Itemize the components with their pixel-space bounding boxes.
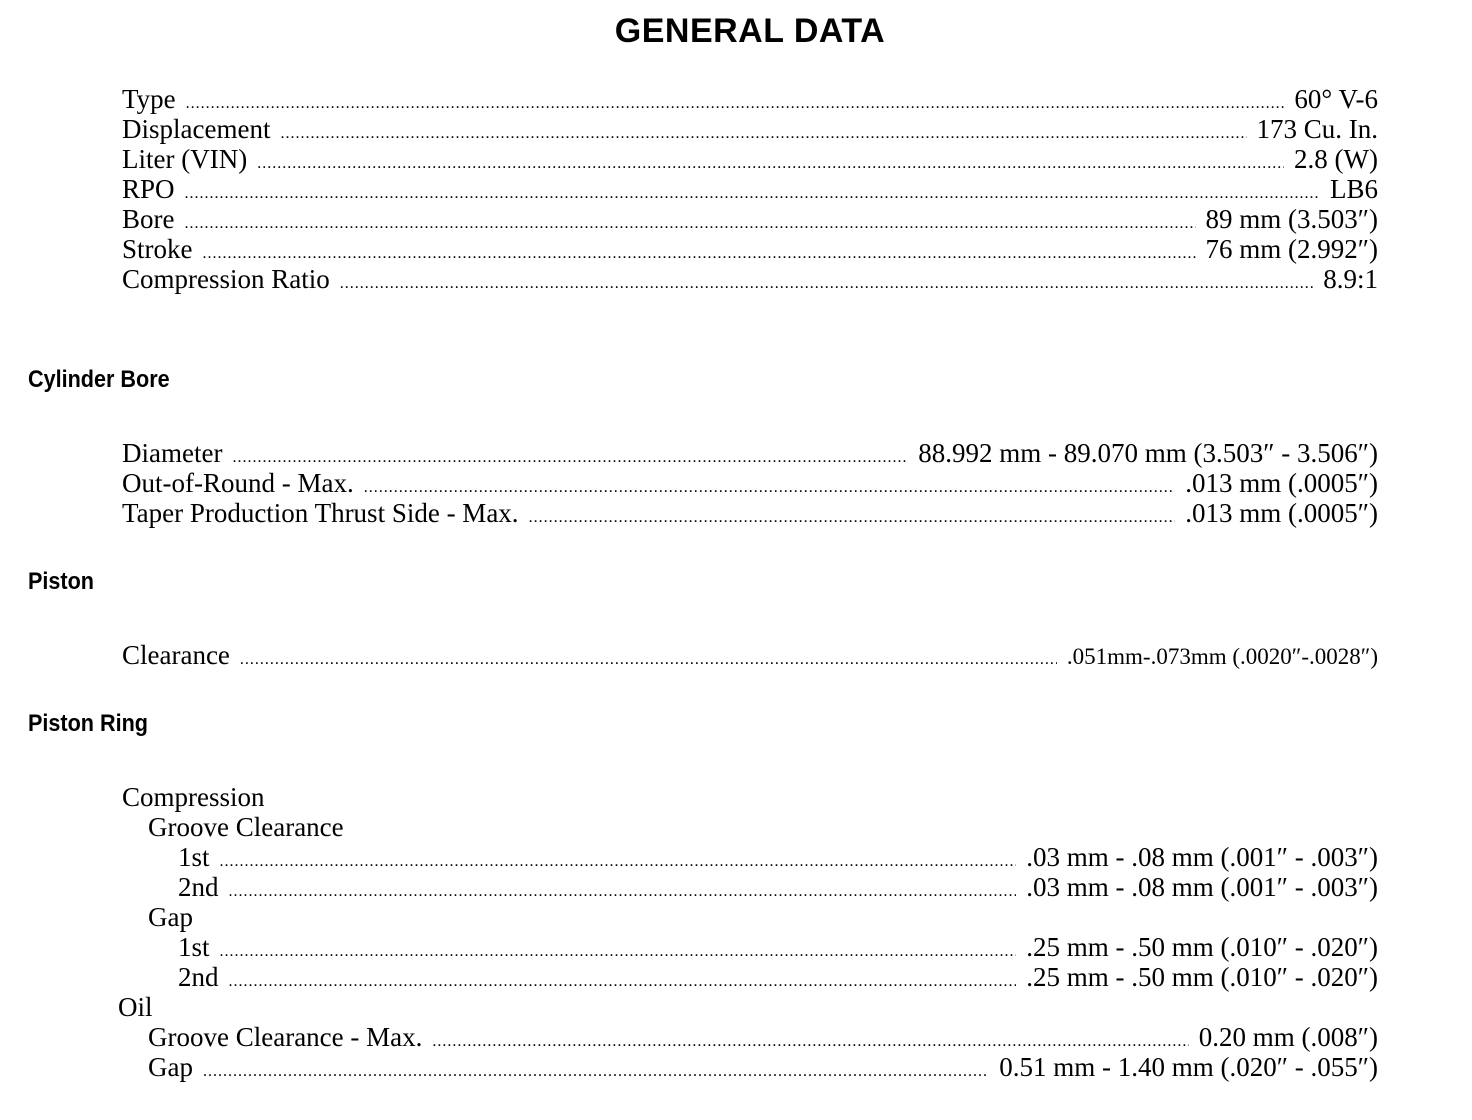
spec-label: Gap: [148, 1052, 193, 1082]
piston-ring-specs: [118, 782, 1378, 1082]
spec-value: LB6: [1329, 174, 1378, 204]
spec-value: .03 mm - .08 mm (.001″ - .003″): [1026, 842, 1378, 872]
dot-leader: [340, 269, 1313, 299]
spec-value: .03 mm - .08 mm (.001″ - .003″): [1026, 872, 1378, 902]
spec-row-oil-groove-clearance: [122, 1022, 1378, 1052]
spec-row-taper: [122, 498, 1378, 528]
spec-value: 0.20 mm (.008″): [1198, 1022, 1378, 1052]
spec-value: .25 mm - .50 mm (.010″ - .020″): [1026, 932, 1378, 962]
spec-value: 2.8 (W): [1294, 144, 1378, 174]
dot-leader: [257, 149, 1284, 179]
spec-label: Groove Clearance: [148, 812, 344, 842]
spec-row-groove-1st: [122, 842, 1378, 872]
spec-value: 76 mm (2.992″): [1205, 234, 1378, 264]
section-heading-piston-ring: Piston Ring: [28, 710, 148, 737]
spec-value: 173 Cu. In.: [1256, 114, 1378, 144]
page-title: GENERAL DATA: [614, 12, 886, 50]
spec-value: 89 mm (3.503″): [1205, 204, 1378, 234]
spec-label: 2nd: [178, 872, 219, 902]
spec-label: 1st: [178, 842, 210, 872]
spec-row-stroke: [122, 234, 1378, 264]
dot-leader: [220, 847, 1017, 877]
dot-leader: [184, 209, 1195, 239]
spec-label: 1st: [178, 932, 210, 962]
spec-row-liter: [122, 144, 1378, 174]
piston-specs: [122, 640, 1378, 670]
cylinder-bore-specs: [122, 438, 1378, 528]
dot-leader: [229, 877, 1017, 907]
spec-row-gap-1st: [122, 932, 1378, 962]
spec-label: Clearance: [122, 640, 230, 670]
subheading-groove-clearance: [122, 812, 1378, 842]
subheading-compression: [122, 782, 1378, 812]
spec-value: .051mm-.073mm (.0020″-.0028″): [1066, 644, 1378, 669]
spec-row-oil-gap: [122, 1052, 1378, 1082]
dot-leader: [186, 89, 1285, 119]
dot-leader: [203, 239, 1196, 269]
spec-label: Type: [122, 84, 176, 114]
dot-leader: [203, 1057, 989, 1087]
spec-value: 88.992 mm - 89.070 mm (3.503″ - 3.506″): [918, 438, 1378, 468]
dot-leader: [529, 503, 1176, 533]
spec-label: Compression: [122, 782, 265, 812]
spec-label: Gap: [148, 902, 193, 932]
spec-value: .013 mm (.0005″): [1185, 468, 1378, 498]
spec-row-displacement: [122, 114, 1378, 144]
spec-value: .013 mm (.0005″): [1185, 498, 1378, 528]
spec-row-type: [122, 84, 1378, 114]
spec-label: Liter (VIN): [122, 144, 248, 174]
spec-label: Taper Production Thrust Side - Max.: [122, 498, 519, 528]
dot-leader: [220, 937, 1017, 967]
dot-leader: [229, 967, 1017, 997]
dot-leader: [280, 119, 1246, 149]
spec-row-out-of-round: [122, 468, 1378, 498]
dot-leader: [240, 645, 1057, 675]
spec-label: RPO: [122, 174, 175, 204]
spec-value: .25 mm - .50 mm (.010″ - .020″): [1026, 962, 1378, 992]
spec-row-bore: [122, 204, 1378, 234]
spec-row-gap-2nd: [122, 962, 1378, 992]
spec-label: Groove Clearance - Max.: [148, 1022, 423, 1052]
spec-value: 8.9:1: [1323, 264, 1378, 294]
spec-label: Diameter: [122, 438, 223, 468]
section-heading-cylinder-bore: Cylinder Bore: [28, 366, 170, 393]
spec-row-compression-ratio: [122, 264, 1378, 294]
spec-row-clearance: [122, 640, 1378, 670]
spec-label: Compression Ratio: [122, 264, 330, 294]
spec-row-rpo: [122, 174, 1378, 204]
general-specs: [122, 84, 1378, 294]
spec-label: Bore: [122, 204, 175, 234]
spec-value: 0.51 mm - 1.40 mm (.020″ - .055″): [999, 1052, 1378, 1082]
spec-label: Out-of-Round - Max.: [122, 468, 354, 498]
spec-row-groove-2nd: [122, 872, 1378, 902]
spec-label: Displacement: [122, 114, 271, 144]
spec-label: Oil: [118, 992, 153, 1022]
spec-label: Stroke: [122, 234, 193, 264]
spec-row-diameter: [122, 438, 1378, 468]
section-heading-piston: Piston: [28, 568, 95, 595]
spec-value: 60° V-6: [1294, 84, 1378, 114]
spec-label: 2nd: [178, 962, 219, 992]
dot-leader: [185, 179, 1320, 209]
